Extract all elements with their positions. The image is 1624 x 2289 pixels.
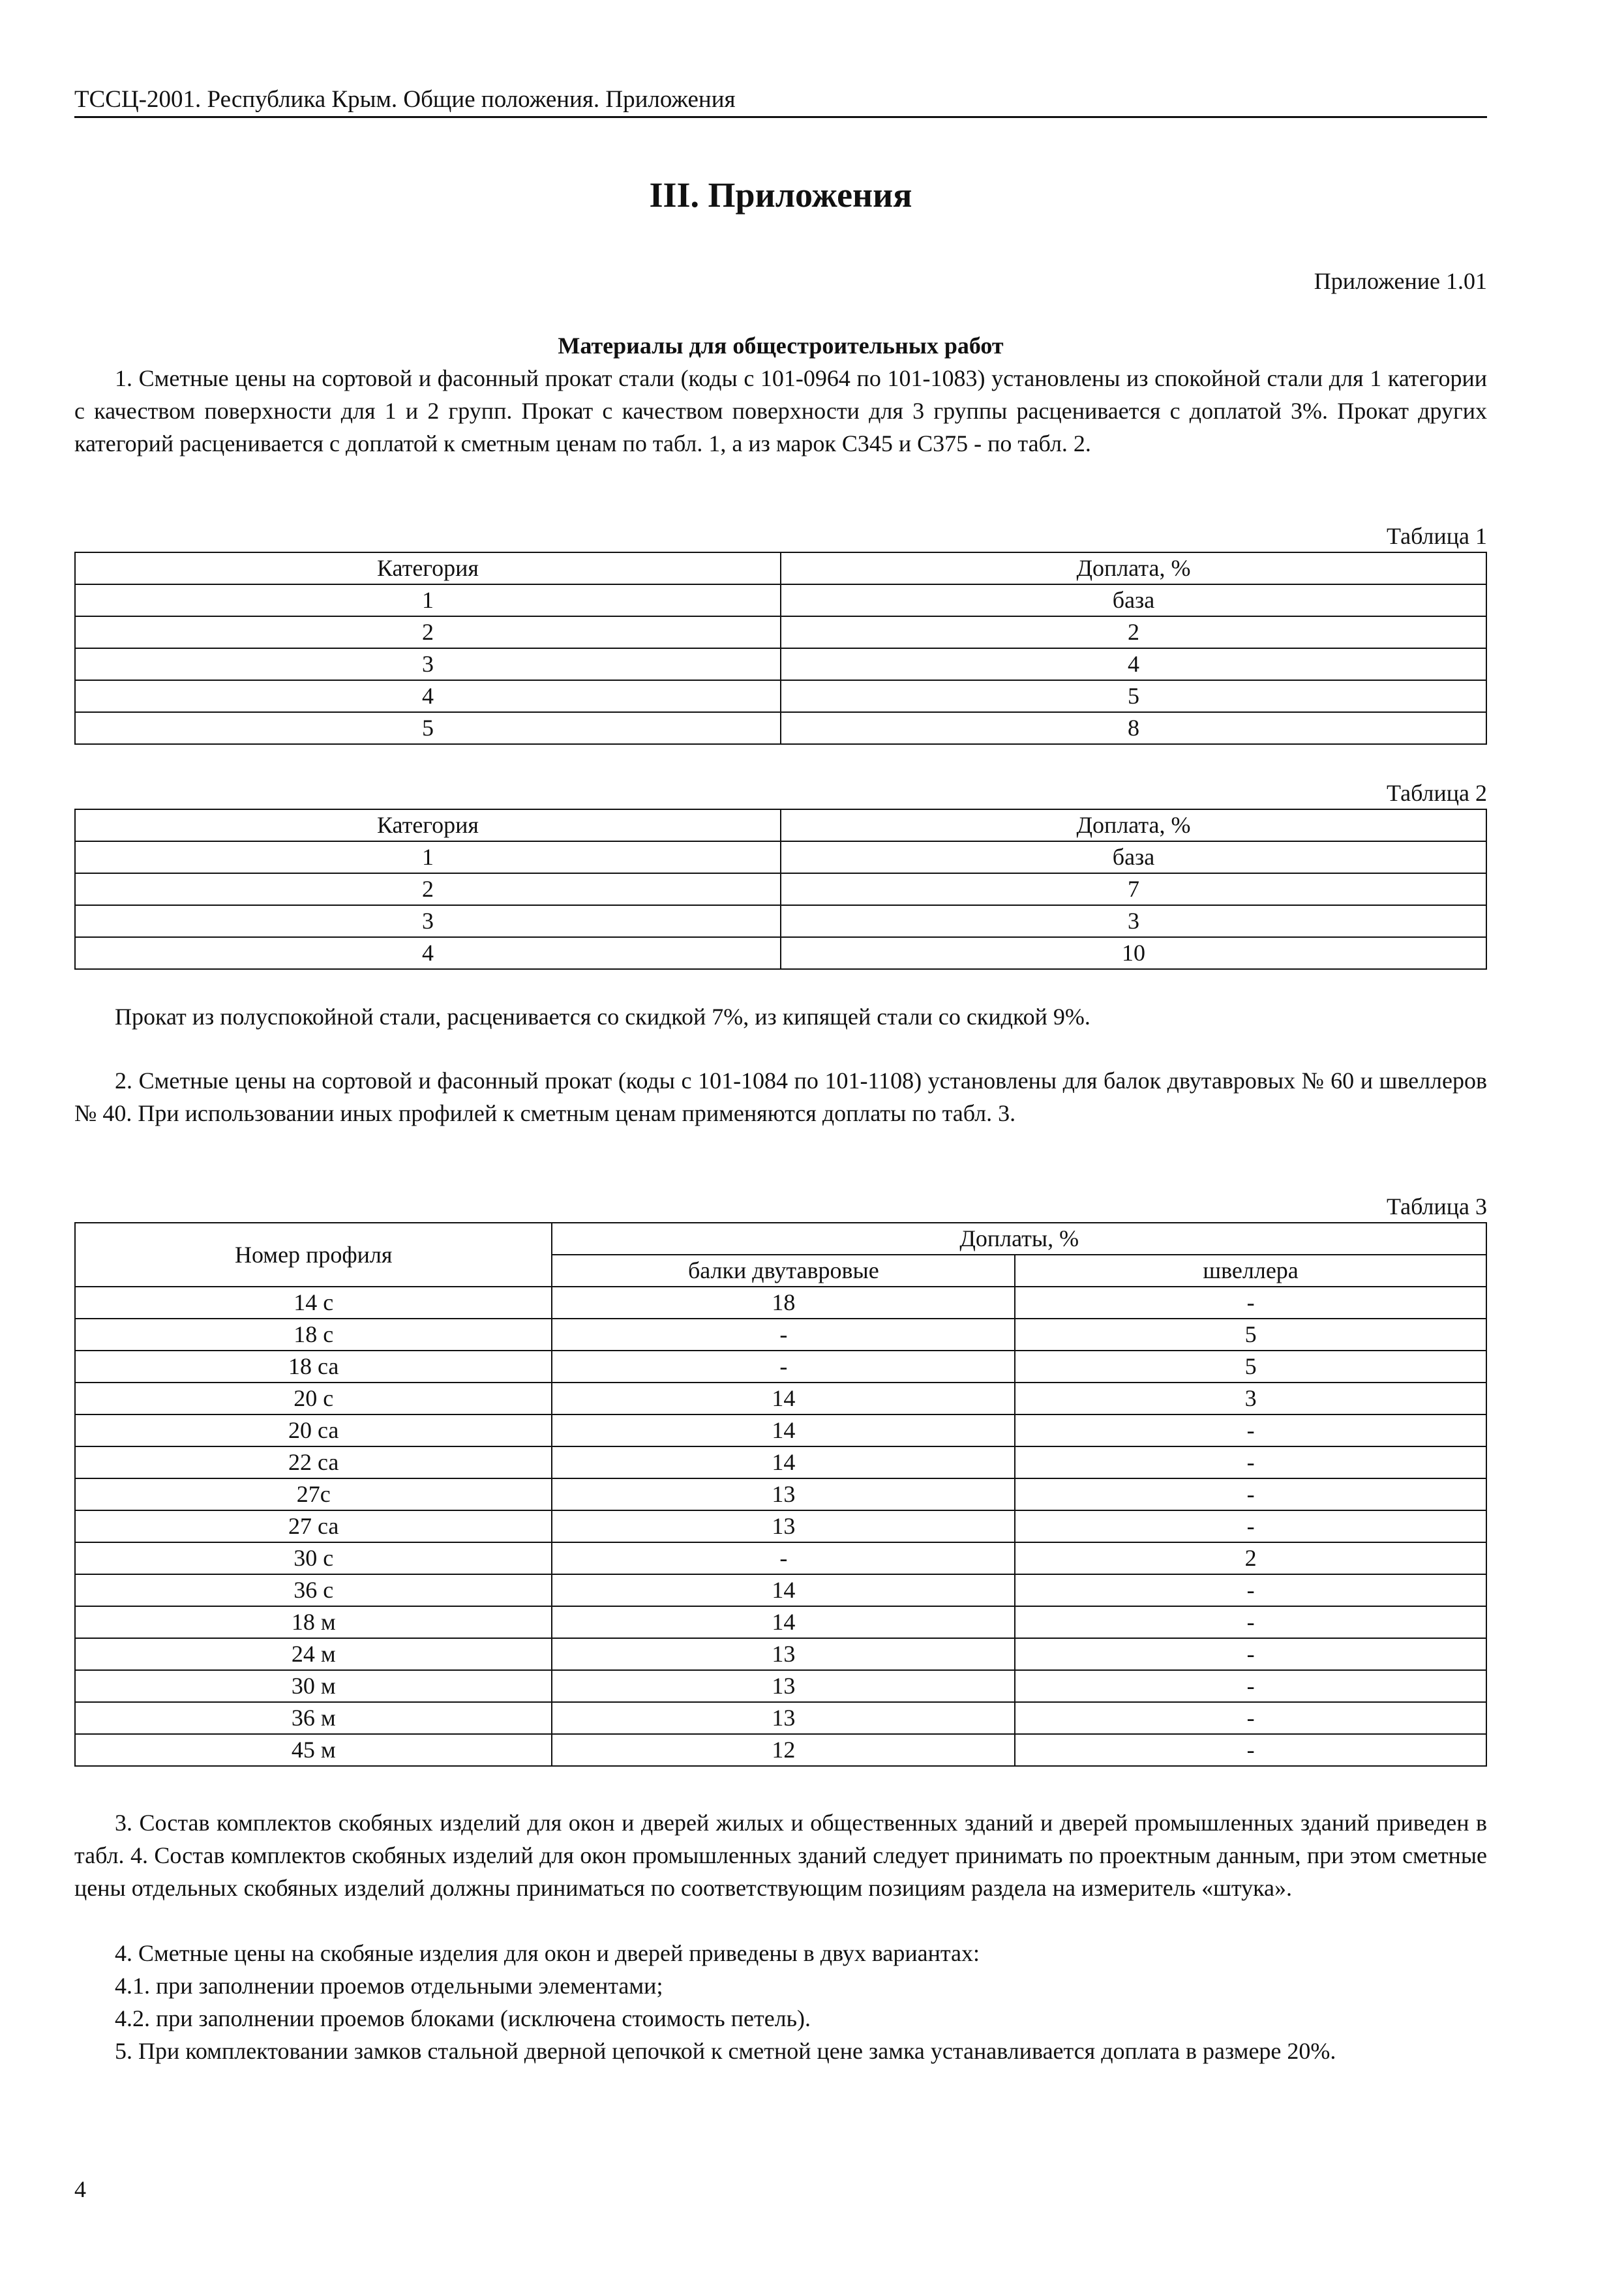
table-cell: 2 (75, 873, 781, 905)
table-cell: 3 (781, 905, 1486, 937)
table-3-caption: Таблица 3 (1387, 1193, 1487, 1219)
table-cell: 18 м (75, 1606, 552, 1638)
table-row (75, 841, 1486, 873)
table-cell: 30 с (75, 1542, 552, 1574)
table-cell: 5 (781, 680, 1486, 712)
table-row (75, 1414, 1486, 1446)
table-row (75, 1478, 1486, 1510)
section-title: III. Приложения (649, 175, 912, 215)
paragraph-5: 5. При комплектовании замков стальной дверной цепочкой к сметной цене замка устанавливается доплата в размере 20%. (115, 2038, 1336, 2064)
table-cell: 13 (552, 1478, 1015, 1510)
table-cell: 1 (75, 584, 781, 616)
table-cell: 14 (552, 1414, 1015, 1446)
table-1 (74, 552, 1487, 745)
table-cell: 14 с (75, 1287, 552, 1319)
table-cell: - (1015, 1414, 1486, 1446)
table-row (75, 616, 1486, 648)
table-cell: 4 (75, 680, 781, 712)
table-2-caption: Таблица 2 (1387, 780, 1487, 806)
table-row (75, 1542, 1486, 1574)
page-number: 4 (74, 2176, 86, 2202)
table-cell: 10 (781, 937, 1486, 969)
table-cell: - (1015, 1446, 1486, 1478)
table-header-row (75, 552, 1486, 584)
table-cell: 4 (75, 937, 781, 969)
paragraph-4-1: 4.1. при заполнении проемов отдельными элементами; (115, 1973, 663, 1999)
table-cell: - (1015, 1510, 1486, 1542)
table-row (75, 937, 1486, 969)
table-cell: 20 са (75, 1414, 552, 1446)
table-cell: - (1015, 1734, 1486, 1766)
table-cell: 36 с (75, 1574, 552, 1606)
table-cell: 18 (552, 1287, 1015, 1319)
table-cell: 18 са (75, 1351, 552, 1383)
table-cell: 13 (552, 1702, 1015, 1734)
table-row (75, 1734, 1486, 1766)
table-cell: 3 (1015, 1383, 1486, 1414)
table-cell: 14 (552, 1383, 1015, 1414)
table-cell: 13 (552, 1638, 1015, 1670)
table-cell: 8 (781, 712, 1486, 744)
table-cell: - (1015, 1574, 1486, 1606)
appendix-label: Приложение 1.01 (1314, 268, 1487, 294)
table-row (75, 1319, 1486, 1351)
table-row (75, 905, 1486, 937)
table-cell: - (552, 1542, 1015, 1574)
table-row (75, 584, 1486, 616)
paragraph-4: 4. Сметные цены на скобяные изделия для окон и дверей приведены в двух вариантах: (115, 1940, 980, 1966)
table-cell: 27с (75, 1478, 552, 1510)
table-cell: 4 (781, 648, 1486, 680)
table-header-row (75, 1223, 1486, 1255)
table-header-cell: Номер профиля (75, 1223, 552, 1287)
table-3 (74, 1222, 1487, 1767)
table-cell: 1 (75, 841, 781, 873)
paragraph-3: 3. Состав комплектов скобяных изделий для окон и дверей жилых и общественных зданий и дверей промышленных зданий приведен в табл. 4. Состав комплектов скобяных изделий для окон промышленных зданий следует принимать по проектным данным, при этом сметные цены отдельных скобяных изделий должны приниматься по соответствующим позициям раздела на измеритель «штука». (74, 1810, 1487, 1901)
table-row (75, 1287, 1486, 1319)
table-1-caption: Таблица 1 (1387, 523, 1487, 549)
table-cell: 13 (552, 1670, 1015, 1702)
table-cell: 45 м (75, 1734, 552, 1766)
table-cell: - (1015, 1638, 1486, 1670)
table-cell: 22 са (75, 1446, 552, 1478)
table-header-row (75, 809, 1486, 841)
paragraph-4-2: 4.2. при заполнении проемов блоками (исключена стоимость петель). (115, 2005, 811, 2031)
table-cell: 7 (781, 873, 1486, 905)
table-cell: 2 (781, 616, 1486, 648)
table-header-cell: балки двутавровые (552, 1255, 1015, 1287)
table-cell: 5 (75, 712, 781, 744)
table-cell: - (1015, 1478, 1486, 1510)
table-row (75, 1510, 1486, 1542)
table-row (75, 680, 1486, 712)
table-row (75, 873, 1486, 905)
table-2 (74, 809, 1487, 970)
table-cell: 13 (552, 1510, 1015, 1542)
table-row (75, 1351, 1486, 1383)
table-cell: - (552, 1351, 1015, 1383)
table-cell: 24 м (75, 1638, 552, 1670)
table-cell: - (552, 1319, 1015, 1351)
table-cell: 36 м (75, 1702, 552, 1734)
paragraph-2: 2. Сметные цены на сортовой и фасонный прокат (коды с 101-1084 по 101-1108) установлены для балок двутавровых № 60 и швеллеров № 40. При использовании иных профилей к сметным ценам применяются доплаты по табл. 3. (74, 1068, 1487, 1126)
table-cell: 5 (1015, 1351, 1486, 1383)
table-row (75, 1702, 1486, 1734)
table-header-cell: Категория (75, 552, 781, 584)
table-cell: 12 (552, 1734, 1015, 1766)
table-cell: 3 (75, 648, 781, 680)
table-cell: база (781, 841, 1486, 873)
table-header-cell: Доплата, % (781, 809, 1486, 841)
table-header-cell: Доплата, % (781, 552, 1486, 584)
table-cell: - (1015, 1702, 1486, 1734)
table-cell: - (1015, 1606, 1486, 1638)
table-row (75, 1446, 1486, 1478)
table-row (75, 1670, 1486, 1702)
table-row (75, 712, 1486, 744)
table-cell: 27 са (75, 1510, 552, 1542)
table-cell: 14 (552, 1574, 1015, 1606)
document-title: Материалы для общестроительных работ (558, 333, 1004, 359)
table-cell: 30 м (75, 1670, 552, 1702)
table-cell: база (781, 584, 1486, 616)
table-row (75, 1574, 1486, 1606)
table-cell: 3 (75, 905, 781, 937)
table-header-cell: Доплаты, % (552, 1223, 1486, 1255)
table-header-cell: Категория (75, 809, 781, 841)
table-row (75, 1383, 1486, 1414)
table-cell: - (1015, 1670, 1486, 1702)
table-cell: 2 (1015, 1542, 1486, 1574)
table-cell: - (1015, 1287, 1486, 1319)
paragraph-1: 1. Сметные цены на сортовой и фасонный прокат стали (коды с 101-0964 по 101-1083) установлены из спокойной стали для 1 категории с качеством поверхности для 1 и 2 групп. Прокат с качеством поверхности для 3 группы расценивается с доплатой 3%. Прокат других категорий расценивается с доплатой к сметным ценам по табл. 1, а из марок С345 и С375 - по табл. 2. (74, 365, 1487, 456)
table-row (75, 1606, 1486, 1638)
table-cell: 20 с (75, 1383, 552, 1414)
table-cell: 5 (1015, 1319, 1486, 1351)
table-cell: 18 с (75, 1319, 552, 1351)
table-header-cell: швеллера (1015, 1255, 1486, 1287)
table-cell: 14 (552, 1446, 1015, 1478)
table-row (75, 1638, 1486, 1670)
paragraph-semikilled-steel: Прокат из полуспокойной стали, расценивается со скидкой 7%, из кипящей стали со скидкой 9%. (115, 1004, 1090, 1030)
running-header: ТССЦ-2001. Республика Крым. Общие положения. Приложения (74, 85, 1487, 118)
table-row (75, 648, 1486, 680)
table-cell: 14 (552, 1606, 1015, 1638)
table-cell: 2 (75, 616, 781, 648)
